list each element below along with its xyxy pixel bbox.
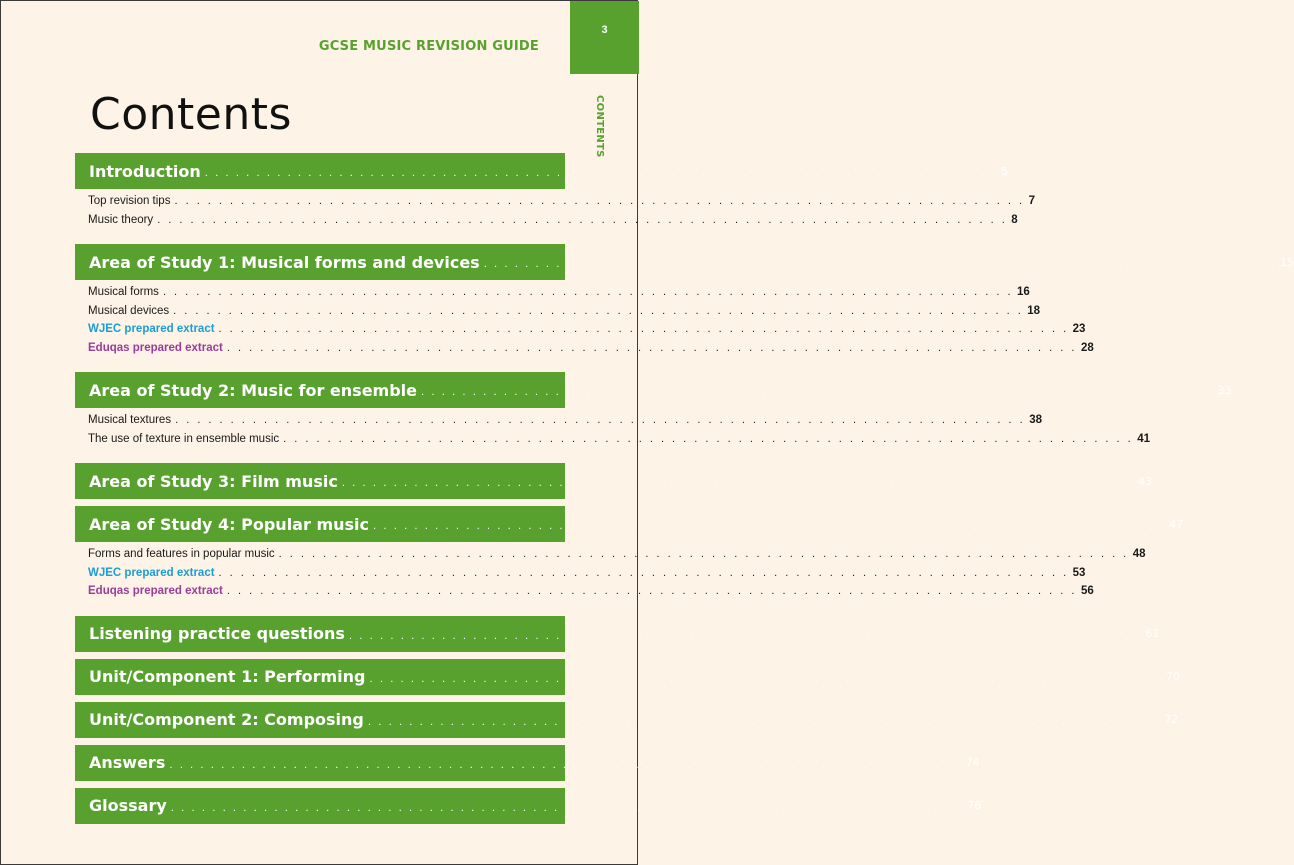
- page-number: 3: [601, 23, 608, 36]
- dot-leader: . . . . . . . . . . . . . . . . . . . . . . . . . . . . . . . . . . . . . . . . . . . . . . . . . . . . . . . . . . . . . . . . . . . . . . . . . . . . .: [483, 259, 1277, 270]
- page-number-tab: [570, 1, 639, 74]
- toc-entry-label: Forms and features in popular music: [88, 548, 275, 560]
- toc-entry-page: 18: [1027, 304, 1041, 317]
- dot-leader: . . . . . . . . . . . . . . . . . . . . . . . . . . . . . . . . . . . . . . . . . . . . . . . . . . . . . . . . . . . . . . . . . . . . . . . . . . . . .: [226, 341, 1077, 354]
- toc-entry-page: 41: [1137, 432, 1151, 445]
- toc-entry-label: The use of texture in ensemble music: [88, 432, 280, 445]
- dot-leader: . . . . . . . . . . . . . . . . . . . . . . . . . . . . . . . . . . . . . . . . . . . . . . . . . . . . . . . . . . . . . . . . . . . . . . . . . . . . .: [341, 478, 1135, 489]
- toc-section[interactable]: [75, 702, 1179, 738]
- toc-entry-page: 8: [1011, 213, 1018, 226]
- table-of-contents: [75, 153, 1294, 831]
- toc-entry-page: 16: [1017, 286, 1030, 298]
- side-section-label: CONTENTS: [594, 95, 605, 158]
- toc-section[interactable]: [75, 244, 1294, 280]
- dot-leader: . . . . . . . . . . . . . . . . . . . . . . . . . . . . . . . . . . . . . . . . . . . . . . . . . . . . . . . . . . . . . . . . . . . . . . . . . . . . .: [218, 323, 1069, 335]
- toc-section-label: Area of Study 3: Film music: [89, 471, 338, 491]
- dot-leader: . . . . . . . . . . . . . . . . . . . . . . . . . . . . . . . . . . . . . . . . . . . . . . . . . . . . . . . . . . . . . . . . . . . . . . . . . . . . .: [283, 432, 1134, 445]
- page-title: Contents: [90, 89, 292, 140]
- toc-entry-label: Top revision tips: [88, 195, 171, 207]
- toc-entry-label: WJEC prepared extract: [88, 323, 215, 335]
- dot-leader: . . . . . . . . . . . . . . . . . . . . . . . . . . . . . . . . . . . . . . . . . . . . . . . . . . . . . . . . . . . . . . . . . . . . . . . . . . . . .: [278, 548, 1129, 560]
- dot-leader: . . . . . . . . . . . . . . . . . . . . . . . . . . . . . . . . . . . . . . . . . . . . . . . . . . . . . . . . . . . . . . . . . . . . . . . . . . . . .: [226, 585, 1077, 597]
- toc-entry-page: 28: [1080, 341, 1094, 354]
- running-head: GCSE MUSIC REVISION GUIDE: [318, 39, 539, 54]
- toc-section-page: 72: [1164, 713, 1179, 726]
- toc-entry[interactable]: [88, 414, 1042, 433]
- toc-section[interactable]: [75, 745, 980, 781]
- toc-section[interactable]: [75, 372, 1232, 408]
- toc-section-label: Glossary: [89, 796, 167, 815]
- toc-entry[interactable]: [88, 195, 1035, 214]
- toc-subentries: [75, 195, 1035, 236]
- dot-leader: . . . . . . . . . . . . . . . . . . . . . . . . . . . . . . . . . . . . . . . . . . . . . . . . . . . . . . . . . . . . . . . . . . . . . . . . . . . . .: [421, 387, 1214, 398]
- dot-leader: . . . . . . . . . . . . . . . . . . . . . . . . . . . . . . . . . . . . . . . . . . . . . . . . . . . . . . . . . . . . . . . . . . . . . . . . . . . . .: [174, 195, 1025, 207]
- toc-entry[interactable]: [88, 432, 1151, 452]
- toc-section[interactable]: [75, 463, 1153, 499]
- toc-section-page: 15: [1280, 255, 1294, 269]
- toc-entry[interactable]: [88, 585, 1094, 604]
- toc-entry-label: WJEC prepared extract: [88, 566, 215, 579]
- dot-leader: . . . . . . . . . . . . . . . . . . . . . . . . . . . . . . . . . . . . . . . . . . . . . . . . . . . . . . . . . . . . . . . . . . . . . . . . . . . . .: [373, 521, 1166, 532]
- toc-subentries: [75, 286, 1094, 364]
- dot-leader: . . . . . . . . . . . . . . . . . . . . . . . . . . . . . . . . . . . . . . . . . . . . . . . . . . . . . . . . . . . . . . . . . . . . . . . . . . . . .: [157, 213, 1008, 226]
- toc-section-label: Introduction: [89, 161, 201, 181]
- toc-section-page: 43: [1138, 474, 1153, 488]
- toc-section-label: Unit/Component 1: Performing: [89, 667, 366, 686]
- toc-section-page: 47: [1169, 517, 1184, 531]
- dot-leader: . . . . . . . . . . . . . . . . . . . . . . . . . . . . . . . . . . . . . . . . . . . . . . . . . . . . . . . . . . . . . . . . . . . . . . . . . . . . .: [367, 716, 1161, 728]
- toc-section-page: 61: [1145, 627, 1160, 640]
- toc-entry-page: 56: [1080, 585, 1094, 597]
- toc-entry-page: 7: [1028, 195, 1035, 207]
- toc-section-label: Listening practice questions: [89, 624, 345, 643]
- toc-entry-label: Eduqas prepared extract: [88, 341, 223, 354]
- dot-leader: . . . . . . . . . . . . . . . . . . . . . . . . . . . . . . . . . . . . . . . . . . . . . . . . . . . . . . . . . . . . . . . . . . . . . . . . . . . . .: [175, 414, 1026, 426]
- toc-subentries: [75, 414, 1151, 455]
- toc-section-page: 76: [967, 799, 982, 812]
- dot-leader: . . . . . . . . . . . . . . . . . . . . . . . . . . . . . . . . . . . . . . . . . . . . . . . . . . . . . . . . . . . . . . . . . . . . . . . . . . . . .: [204, 168, 998, 179]
- toc-section-page: 70: [1165, 670, 1180, 683]
- dot-leader: . . . . . . . . . . . . . . . . . . . . . . . . . . . . . . . . . . . . . . . . . . . . . . . . . . . . . . . . . . . . . . . . . . . . . . . . . . . . .: [173, 304, 1024, 317]
- toc-entry-page: 23: [1072, 323, 1086, 335]
- toc-section-label: Area of Study 1: Musical forms and devices: [89, 252, 480, 272]
- toc-entry-label: Musical textures: [88, 414, 172, 426]
- toc-section-label: Area of Study 4: Popular music: [89, 514, 369, 534]
- toc-entry-label: Musical devices: [88, 304, 170, 317]
- dot-leader: . . . . . . . . . . . . . . . . . . . . . . . . . . . . . . . . . . . . . . . . . . . . . . . . . . . . . . . . . . . . . . . . . . . . . . . . . . . . .: [162, 286, 1014, 298]
- dot-leader: . . . . . . . . . . . . . . . . . . . . . . . . . . . . . . . . . . . . . . . . . . . . . . . . . . . . . . . . . . . . . . . . . . . . . . . . . . . . .: [348, 630, 1142, 642]
- dot-leader: . . . . . . . . . . . . . . . . . . . . . . . . . . . . . . . . . . . . . . . . . . . . . . . . . . . . . . . . . . . . . . . . . . . . . . . . . . . . .: [169, 759, 962, 771]
- toc-entry[interactable]: [88, 566, 1086, 586]
- toc-section[interactable]: [75, 659, 1180, 695]
- toc-entry-page: 53: [1072, 566, 1086, 579]
- toc-section-label: Area of Study 2: Music for ensemble: [89, 380, 417, 400]
- toc-entry-page: 38: [1029, 414, 1042, 426]
- toc-section-page: 74: [965, 756, 980, 769]
- toc-section[interactable]: [75, 153, 1009, 189]
- dot-leader: . . . . . . . . . . . . . . . . . . . . . . . . . . . . . . . . . . . . . . . . . . . . . . . . . . . . . . . . . . . . . . . . . . . . . . . . . . . . .: [218, 566, 1069, 579]
- toc-section-label: Unit/Component 2: Composing: [89, 710, 364, 729]
- toc-section-page: 5: [1001, 164, 1009, 178]
- dot-leader: . . . . . . . . . . . . . . . . . . . . . . . . . . . . . . . . . . . . . . . . . . . . . . . . . . . . . . . . . . . . . . . . . . . . . . . . . . . . .: [170, 802, 964, 814]
- toc-entry[interactable]: [88, 304, 1041, 324]
- toc-entry-label: Music theory: [88, 213, 154, 226]
- dot-leader: . . . . . . . . . . . . . . . . . . . . . . . . . . . . . . . . . . . . . . . . . . . . . . . . . . . . . . . . . . . . . . . . . . . . . . . . . . . . .: [369, 673, 1162, 685]
- toc-section-label: Answers: [89, 753, 166, 772]
- toc-entry-page: 48: [1132, 548, 1146, 560]
- toc-section[interactable]: [75, 616, 1160, 652]
- toc-entry[interactable]: [88, 323, 1086, 342]
- toc-subentries: [75, 548, 1146, 608]
- toc-entry-label: Eduqas prepared extract: [88, 585, 223, 597]
- toc-section[interactable]: [75, 788, 982, 824]
- toc-entry[interactable]: [88, 286, 1030, 305]
- toc-entry-label: Musical forms: [88, 286, 159, 298]
- toc-entry[interactable]: [88, 341, 1094, 361]
- toc-section[interactable]: [75, 506, 1184, 542]
- toc-entry[interactable]: [88, 213, 1018, 233]
- toc-section-page: 33: [1217, 383, 1232, 397]
- toc-entry[interactable]: [88, 548, 1146, 567]
